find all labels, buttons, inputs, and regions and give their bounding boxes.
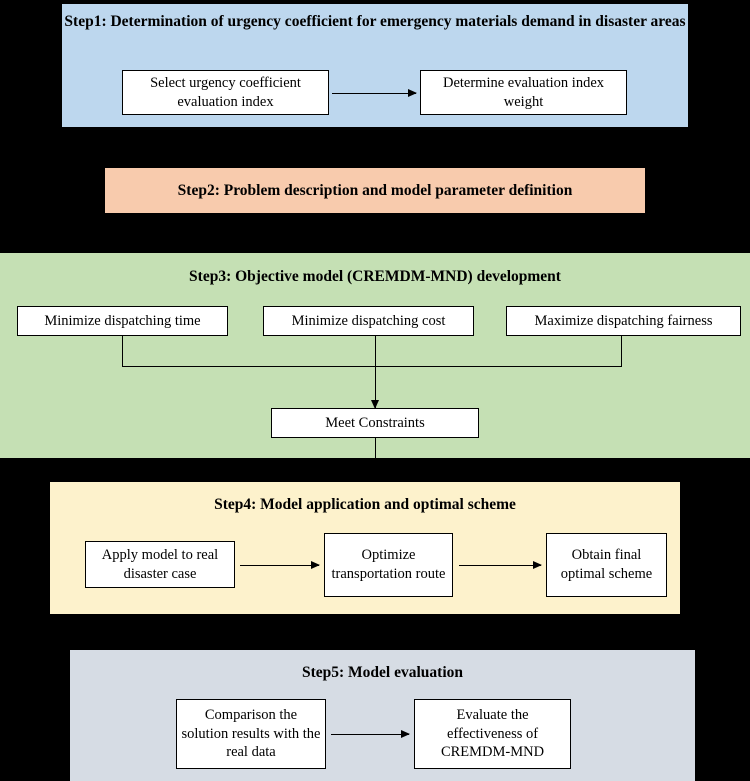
step3-connector-right	[621, 336, 622, 366]
step1-title: Step1: Determination of urgency coefficient for emergency materials demand in disaster areas	[64, 13, 686, 30]
step5-title: Step5: Model evaluation	[301, 664, 464, 681]
step2-band	[105, 168, 645, 213]
step3-arrow-to-constraints	[375, 366, 376, 408]
step4-title: Step4: Model application and optimal scheme	[214, 496, 516, 513]
step3-node-minimize-cost: Minimize dispatching cost	[263, 306, 474, 336]
step2-title: Step2: Problem description and model parameter definition	[177, 182, 573, 199]
step4-node-optimize-route: Optimize transportation route	[324, 533, 453, 597]
step5-node-evaluate: Evaluate the effectiveness of CREMDM-MND	[414, 699, 571, 769]
step4-node-obtain-scheme: Obtain final optimal scheme	[546, 533, 667, 597]
step1-arrow-right	[332, 93, 416, 94]
step5-arrow-1	[331, 734, 409, 735]
step1-node-determine-weight: Determine evaluation index weight	[420, 70, 627, 115]
step3-title: Step3: Objective model (CREMDM-MND) development	[189, 268, 561, 285]
step5-band	[70, 650, 695, 781]
step3-connector-left	[122, 336, 123, 366]
step3-node-maximize-fairness: Maximize dispatching fairness	[506, 306, 741, 336]
step3-node-meet-constraints: Meet Constraints	[271, 408, 479, 438]
step3-connector-bus	[122, 366, 622, 367]
step3-connector-middle	[375, 336, 376, 366]
step5-node-comparison: Comparison the solution results with the real data	[176, 699, 326, 769]
step3-node-minimize-time: Minimize dispatching time	[17, 306, 228, 336]
step4-arrow-1	[240, 565, 319, 566]
step3-arrow-to-step4	[375, 438, 376, 468]
step4-node-apply-model: Apply model to real disaster case	[85, 541, 235, 588]
step4-arrow-2	[459, 565, 541, 566]
step1-node-select-index: Select urgency coefficient evaluation index	[122, 70, 329, 115]
